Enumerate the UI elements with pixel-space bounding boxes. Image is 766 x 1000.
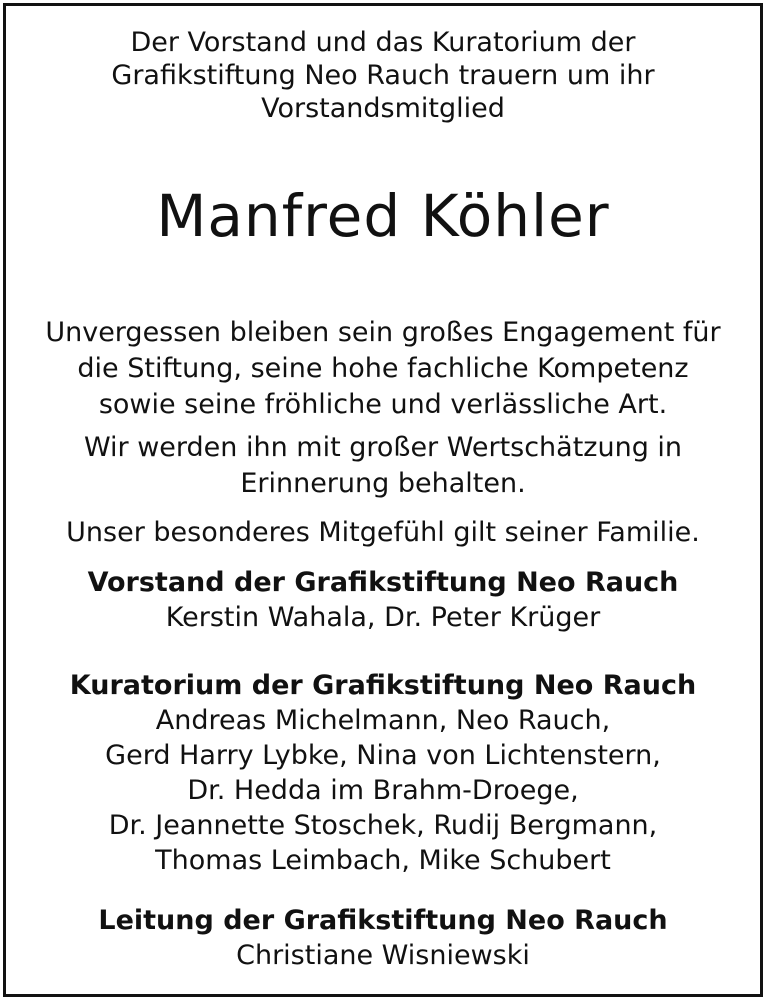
tribute-line: sowie seine fröhliche und verlässliche Art. (98, 389, 668, 420)
signatory-names: Dr. Hedda im Brahm-Droege, (187, 775, 579, 806)
tribute-line: Unser besonderes Mitgefühl gilt seiner Familie. (66, 517, 700, 548)
signatory-group-board (0, 565, 766, 635)
signatory-heading: Kuratorium der Grafikstiftung Neo Rauch (69, 670, 697, 701)
tribute-line: Erinnerung behalten. (240, 468, 526, 499)
intro-line: Der Vorstand und das Kuratorium der (130, 27, 636, 58)
tribute-paragraph-2 (0, 430, 766, 502)
tribute-paragraph-3 (0, 515, 766, 551)
signatory-heading: Vorstand der Grafikstiftung Neo Rauch (87, 567, 679, 598)
signatory-names: Christiane Wisniewski (236, 940, 530, 971)
signatory-names: Thomas Leimbach, Mike Schubert (155, 845, 611, 876)
signatory-names: Andreas Michelmann, Neo Rauch, (155, 705, 611, 736)
tribute-line: die Stiftung, seine hohe fachliche Kompetenz (77, 353, 689, 384)
intro-text (0, 26, 766, 125)
intro-line: Vorstandsmitglied (261, 93, 505, 124)
signatory-group-trustees (0, 668, 766, 878)
signatory-names: Kerstin Wahala, Dr. Peter Krüger (165, 602, 601, 633)
signatory-names: Dr. Jeannette Stoschek, Rudij Bergmann, (108, 810, 658, 841)
tribute-line: Wir werden ihn mit großer Wertschätzung in (83, 432, 683, 463)
tribute-paragraph-1 (0, 315, 766, 423)
signatory-group-management (0, 903, 766, 973)
signatory-names: Gerd Harry Lybke, Nina von Lichtenstern, (105, 740, 661, 771)
tribute-line: Unvergessen bleiben sein großes Engagement für (45, 317, 721, 348)
intro-line: Grafikstiftung Neo Rauch trauern um ihr (111, 60, 655, 91)
signatory-heading: Leitung der Grafikstiftung Neo Rauch (98, 905, 668, 936)
deceased-name: Manfred Köhler (156, 182, 610, 250)
